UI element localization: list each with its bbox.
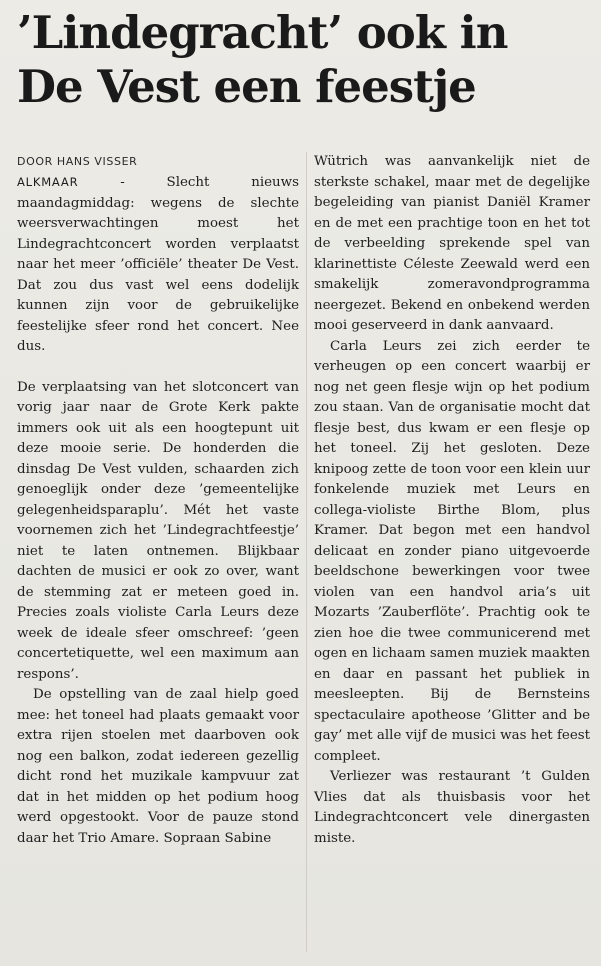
lead-text: - Slecht nieuws maandagmiddag: wegens de slechte weersverwachtingen moest het Lindegrachtconcert worden verplaatst naar het meer ’officiële’ theater De Vest. Dat zou dus vast wel eens dodelijk kunnen zijn voor de gebruikelijke feestelijke sfeer rond het concert. Nee dus. — [17, 175, 299, 354]
headline-line-2: De Vest een feestje — [17, 60, 476, 113]
byline: DOOR HANS VISSER — [17, 155, 138, 168]
paragraph: De opstelling van de zaal hielp goed mee: het toneel had plaats gemaakt voor extra rijen stoelen met daarboven ook nog een balkon, zodat iedereen gezellig dicht rond het muzikale kampvuur zat dat in het midden op het podium hoog werd opgestookt. Voor de pauze stond daar het Trio Amare. Sopraan Sabine — [17, 687, 299, 846]
dateline: ALKMAAR — [17, 175, 79, 189]
paragraph: Verliezer was restaurant ’t Gulden Vlies dat als thuisbasis voor het Lindegrachtconcert vele dinergasten miste. — [314, 769, 590, 846]
paragraph: De verplaatsing van het slotconcert van vorig jaar naar de Grote Kerk pakte immers ook uit als een hoogtepunt uit deze mooie serie. De honderden die dinsdag De Vest vulden, schaarden zich genoeglijk onder deze ’gemeentelijke gelegenheidsparaplu’. Mét het vaste voornemen zich het ’Lindegrachtfeestje’ niet te laten ontnemen. Blijkbaar dachten de musici er ook zo over, want de stemming zat er meteen goed in. Precies zoals violiste Carla Leurs deze week de ideale sfeer omschreef: ’geen concertetiquette, wel een maximum aan respons’. — [17, 379, 299, 682]
paragraph-lead — [17, 172, 299, 358]
article-column-right — [314, 152, 590, 849]
paragraph: Carla Leurs zei zich eerder te verheugen op een concert waarbij er nog net geen flesje wijn op het podium zou staan. Van de organisatie mocht dat flesje best, dus kwam er een flesje op het toneel. Zij het gesloten. Deze knipoog zette de toon voor een klein uur fonkelende muziek met Leurs en collega-violiste Birthe Blom, plus Kramer. Dat begon met een handvol delicaat en zonder piano uitgevoerde beeldschone bewerkingen voor twee violen van een handvol aria’s uit Mozarts ’Zauberflöte’. Prachtig ook te zien hoe die twee communicerend met ogen en lichaam samen muziek maakten en daar en passant het publiek in meesleepten. Bij de Bernsteins spectaculaire apotheose ’Glitter and be gay’ met alle vijf de musici was het feest compleet. — [314, 338, 590, 764]
article-column-left — [17, 172, 299, 849]
column-divider — [306, 152, 307, 952]
headline-line-1: ’Lindegracht’ ook in — [17, 6, 508, 59]
paragraph: Wütrich was aanvankelijk niet de sterkste schakel, maar met de degelijke begeleiding van pianist Daniël Kramer en de met een prachtige toon en het tot de verbeelding sprekende spel van klarinettiste Céleste Zeewald werd een smakelijk zomeravondprogramma neergezet. Bekend en onbekend werden mooi geserveerd in dank aanvaard. — [314, 154, 590, 333]
headline — [17, 6, 585, 114]
